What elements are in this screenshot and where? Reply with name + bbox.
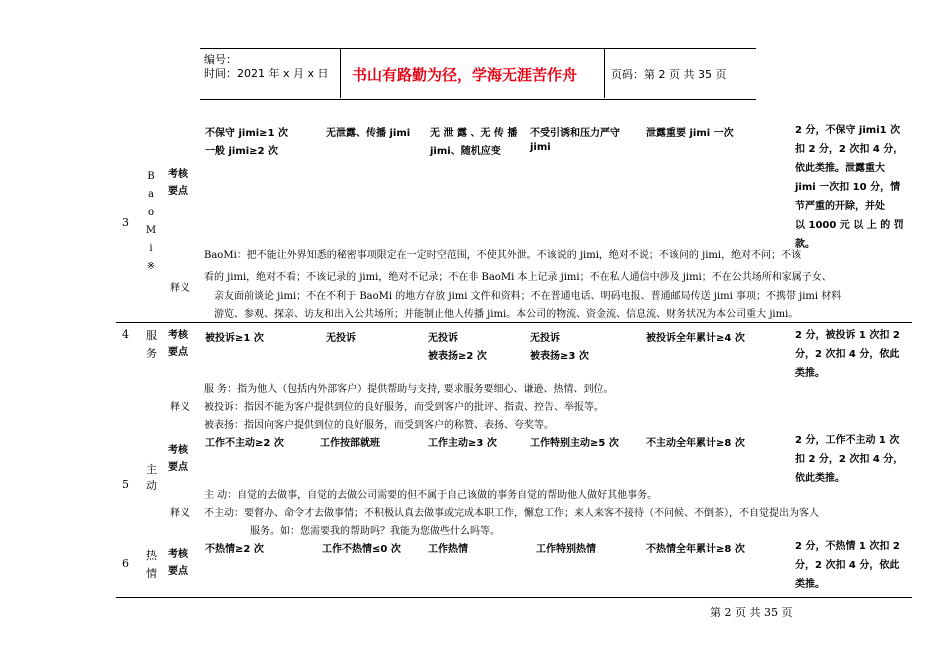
category-label: 务 — [146, 347, 157, 360]
criterion: 被表扬≥3 次 — [530, 351, 589, 362]
criterion: jimi、随机应变 — [430, 146, 501, 157]
explanation-label: 释义 — [170, 402, 190, 413]
explanation-line: 服务。如：您需要我的帮助吗？我能为您做些什么吗等。 — [250, 526, 500, 537]
category-label: 动 — [146, 479, 157, 492]
assessment-points-label: 考核要点 — [168, 549, 188, 577]
criterion: 工作热情 — [428, 544, 468, 555]
criterion: 被投诉全年累计≥4 次 — [646, 333, 745, 344]
row-divider — [116, 322, 912, 323]
criterion: 工作特别主动≥5 次 — [530, 438, 619, 449]
header-motto: 书山有路勤为径，学海无涯苦作舟 — [352, 66, 578, 84]
category-label: 热 — [146, 549, 157, 562]
criterion: 无投诉 — [326, 333, 356, 344]
header-divider — [604, 48, 605, 98]
explanation-label: 释义 — [170, 508, 190, 519]
criterion: 工作主动≥3 次 — [428, 438, 497, 449]
score-rule: 2 分，工作不主动 1 次 扣 2 分，2 次扣 4 分， 依此类推。 — [795, 435, 904, 484]
category-label: 主 — [146, 463, 157, 476]
section-number: 3 — [122, 216, 129, 229]
criterion: 一般 jimi≥2 次 — [205, 146, 279, 157]
assessment-points-label: 考核要点 — [168, 169, 188, 197]
explanation-label: 释义 — [170, 283, 190, 294]
score-rule: 2 分，不保守 jimi1 次 扣 2 分，2 次扣 4 分， 依此类推。泄露重大 jimi 一次扣 10 分，情 节严重的开除，并处 以 1000 元 以 上 的 罚 款。 — [795, 125, 904, 250]
explanation-line: BaoMi：把不能让外界知悉的秘密事项限定在一定时空范围，不使其外泄。不该说的 jimi，绝对不说；不该问的 jimi，绝对不问；不该 — [204, 250, 802, 261]
criterion: jimi — [530, 142, 551, 153]
criterion: 不保守 jimi≥1 次 — [205, 128, 289, 139]
category-label: B a o M i ※ — [145, 171, 157, 272]
explanation-line: 不主动：要督办、命令才去做事情；不积极认真去做事或完成本职工作，懈怠工作；来人来客不接待（不问候、不倒茶），不自觉提出为客人 — [204, 508, 819, 519]
doc-time-label: 时间：2021 年 x 月 x 日 — [204, 67, 329, 80]
explanation-line: 服 务：指为他人（包括内外部客户）提供帮助与支持, 要求服务要细心、谦逊、热情、到位。 — [204, 384, 614, 395]
section-number: 4 — [122, 328, 129, 341]
row-divider — [116, 597, 912, 598]
criterion: 工作不热情≤0 次 — [322, 544, 401, 555]
criterion: 不受引诱和压力严守 — [530, 128, 620, 139]
explanation-line: 主 动：自觉的去做事，自觉的去做公司需要的但不属于自己该做的事务自觉的帮助他人做好其他事务。 — [204, 490, 658, 501]
explanation-line: 游览、参观、探亲、访友和出入公共场所；并能制止他人传播 jimi。本公司的物流、资金流、信息流、财务状况为本公司重大 jimi。 — [214, 309, 799, 320]
section-number: 6 — [122, 557, 129, 570]
page-footer: 第 2 页 共 35 页 — [710, 606, 793, 619]
criterion: 被投诉≥1 次 — [205, 333, 264, 344]
explanation-line: 看的 jimi，绝对不看；不该记录的 jimi，绝对不记录；不在非 BaoMi 本上记录 jimi；不在私人通信中涉及 jimi；不在公共场所和家属子女、 — [204, 272, 832, 283]
criterion: 工作按部就班 — [320, 438, 380, 449]
header-page-label: 页码：第 2 页 共 35 页 — [611, 68, 727, 81]
assessment-points-label: 考核要点 — [168, 445, 188, 473]
criterion: 不热情全年累计≥8 次 — [646, 544, 745, 555]
score-rule: 2 分，不热情 1 次扣 2 分，2 次扣 4 分，依此 类推。 — [795, 541, 900, 590]
score-rule: 2 分，被投诉 1 次扣 2 分，2 次扣 4 分，依此 类推。 — [795, 330, 900, 379]
criterion: 被表扬≥2 次 — [428, 351, 487, 362]
header-divider — [340, 48, 341, 98]
section-number: 5 — [122, 478, 129, 491]
criterion: 不热情≥2 次 — [205, 544, 264, 555]
explanation-line: 亲友面前谈论 jimi；不在不利于 BaoMi 的地方存放 jimi 文件和资料；不在普通电话、明码电报、普通邮局传送 jimi 事项；不携带 jimi 材料 — [214, 291, 842, 302]
criterion: 工作特别热情 — [536, 544, 596, 555]
category-label: 情 — [146, 567, 157, 580]
criterion: 工作不主动≥2 次 — [205, 438, 284, 449]
criterion: 无投诉 — [428, 333, 458, 344]
criterion: 泄露重要 jimi 一次 — [646, 128, 734, 139]
category-label: 服 — [146, 329, 157, 342]
criterion: 无投诉 — [530, 333, 560, 344]
criterion: 无泄露、传播 jimi — [326, 128, 411, 139]
criterion: 无 泄 露 、无 传 播 — [430, 128, 518, 139]
explanation-line: 被表扬：指因向客户提供到位的良好服务，而受到客户的称赞、表扬、夸奖等。 — [204, 420, 554, 431]
criterion: 不主动全年累计≥8 次 — [646, 438, 745, 449]
doc-number-label: 编号： — [204, 53, 237, 66]
assessment-points-label: 考核要点 — [168, 330, 188, 358]
explanation-line: 被投诉：指因不能为客户提供到位的良好服务，而受到客户的批评、指责、控告、举报等。 — [204, 402, 604, 413]
